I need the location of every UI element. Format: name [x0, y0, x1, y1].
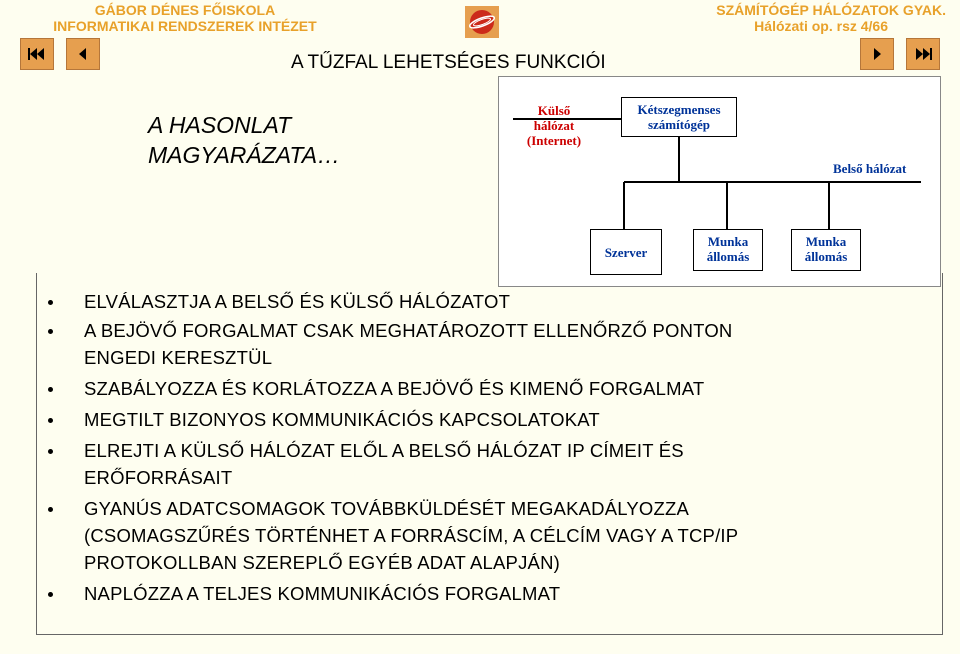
dual-homed-computer-box: Kétszegmenses számítógép: [621, 97, 737, 137]
header-course: [716, 2, 946, 34]
previous-slide-button[interactable]: [66, 38, 100, 70]
internal-network-label: Belső hálózat: [833, 161, 907, 176]
slide-subtitle: [148, 110, 340, 170]
header-institute-name: INFORMATIKAI RENDSZEREK INTÉZET: [53, 18, 317, 34]
network-diagram: [498, 76, 941, 287]
header-institution: [0, 2, 370, 34]
school-logo-icon: [465, 6, 499, 38]
function-list: [84, 288, 934, 607]
header-school-name: GÁBOR DÉNES FŐISKOLA: [94, 2, 276, 18]
external-network-label: Külső hálózat (Internet): [526, 103, 582, 148]
previous-icon: [67, 39, 99, 69]
list-item: ELREJTI A KÜLSŐ HÁLÓZAT ELŐL A BELSŐ HÁLÓZAT IP CÍMEIT ÉS ERŐFORRÁSAIT: [84, 437, 934, 491]
list-item: MEGTILT BIZONYOS KOMMUNIKÁCIÓS KAPCSOLATOKAT: [84, 406, 934, 433]
subtitle-line2: MAGYARÁZATA…: [148, 142, 341, 168]
slide-number: Hálózati op. rsz 4/66: [754, 18, 888, 34]
list-item: NAPLÓZZA A TELJES KOMMUNIKÁCIÓS FORGALMAT: [84, 580, 934, 607]
server-box: Szerver: [590, 229, 662, 275]
first-slide-button[interactable]: [20, 38, 54, 70]
skip-to-first-icon: [21, 39, 53, 69]
skip-to-last-icon: [907, 39, 939, 69]
list-item: SZABÁLYOZZA ÉS KORLÁTOZZA A BEJÖVŐ ÉS KIMENŐ FORGALMAT: [84, 375, 934, 402]
list-item: ELVÁLASZTJA A BELSŐ ÉS KÜLSŐ HÁLÓZATOT: [84, 288, 934, 315]
next-icon: [861, 39, 893, 69]
slide-title: A TŰZFAL LEHETSÉGES FUNKCIÓI: [291, 52, 606, 73]
last-slide-button[interactable]: [906, 38, 940, 70]
list-item: GYANÚS ADATCSOMAGOK TOVÁBBKÜLDÉSÉT MEGAKADÁLYOZZA (CSOMAGSZŰRÉS TÖRTÉNHET A FORRÁSCÍM, A CÉLCÍM VAGY A TCP/IP PROTOKOLLBAN SZEREPLŐ EGYÉB ADAT ALAPJÁN): [84, 495, 934, 576]
workstation-box-2: Munka állomás: [791, 229, 861, 271]
subtitle-line1: A HASONLAT: [148, 112, 292, 138]
header-course-name: SZÁMÍTÓGÉP HÁLÓZATOK GYAK.: [716, 2, 946, 18]
workstation-box-1: Munka állomás: [693, 229, 763, 271]
list-item: A BEJÖVŐ FORGALMAT CSAK MEGHATÁROZOTT ELLENŐRZŐ PONTON ENGEDI KERESZTÜL: [84, 317, 934, 371]
next-slide-button[interactable]: [860, 38, 894, 70]
